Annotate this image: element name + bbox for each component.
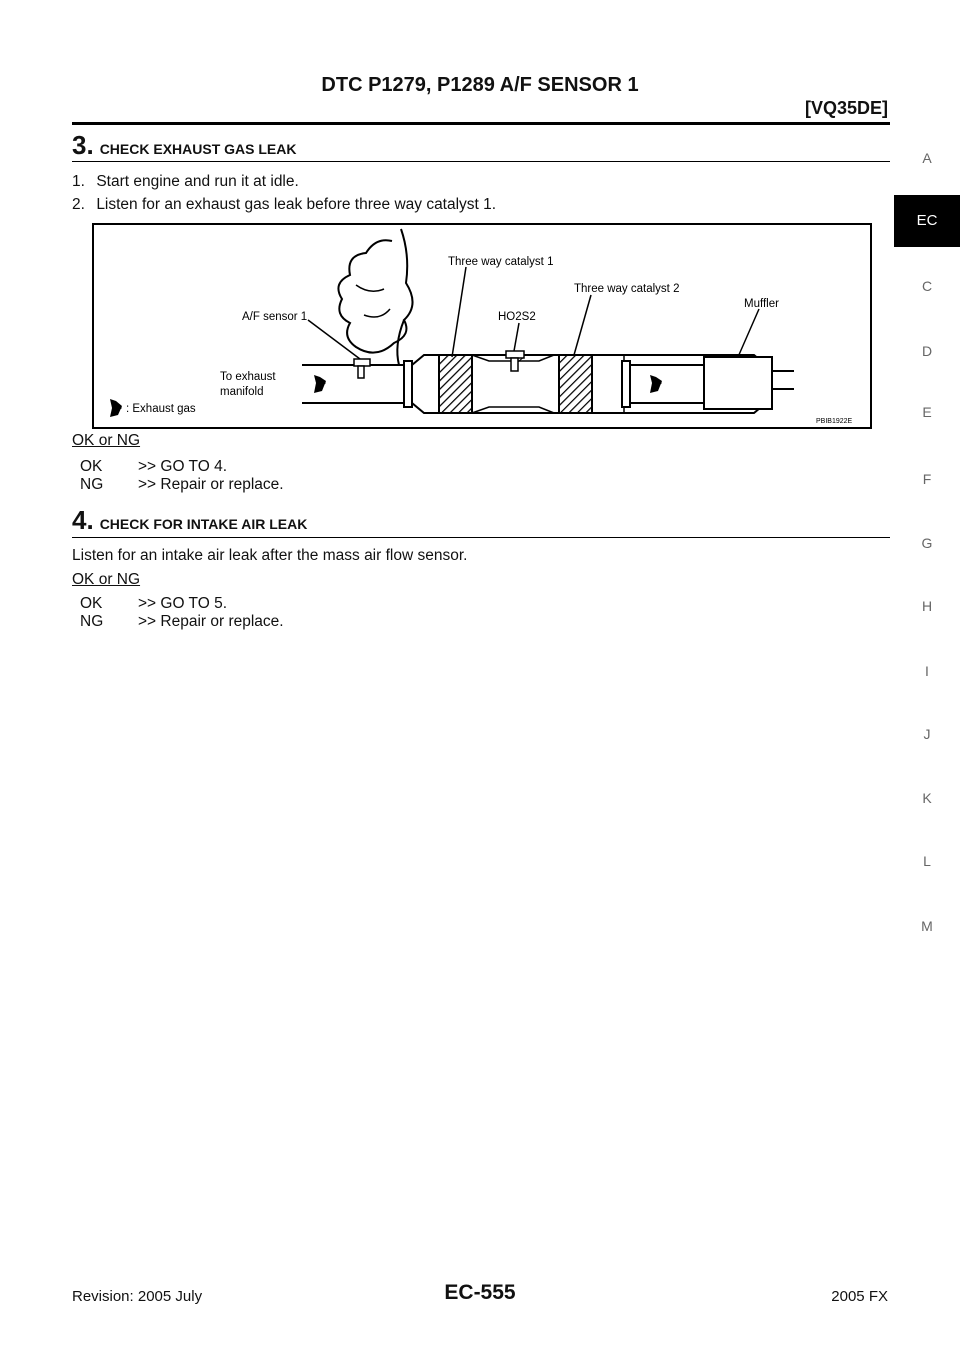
step-rule [72,537,890,538]
list-text: Start engine and run it at idle. [96,173,299,190]
result-key: NG [80,613,104,630]
page-title: DTC P1279, P1289 A/F SENSOR 1 [321,74,639,96]
step-4-text: Listen for an intake air leak after the mass air flow sensor. [72,547,468,564]
legend-exhaust-gas: : Exhaust gas [126,403,196,415]
result-key: OK [80,458,103,475]
step-4-heading [72,505,307,536]
tab-l[interactable]: L [923,853,931,869]
result-value: >> GO TO 5. [138,595,228,612]
label-af-sensor: A/F sensor 1 [242,311,308,323]
tab-g[interactable]: G [921,535,933,551]
result-row [80,595,227,613]
step-title: CHECK FOR INTAKE AIR LEAK [99,516,308,532]
page-number: EC-555 [444,1281,516,1304]
step-number: 4. [72,505,94,535]
tab-c[interactable]: C [921,278,933,294]
list-number: 2. [72,196,85,213]
exhaust-diagram [92,223,872,429]
label-to-exhaust: To exhaust [220,371,276,383]
ok-ng-heading: OK or NG [72,432,141,449]
header-rule [72,122,890,125]
tab-h[interactable]: H [921,598,933,614]
tab-a[interactable]: A [922,150,932,166]
label-twc2: Three way catalyst 2 [574,283,680,295]
label-twc1: Three way catalyst 1 [448,256,554,268]
tab-m[interactable]: M [921,918,933,934]
label-muffler: Muffler [744,298,779,310]
result-value: >> Repair or replace. [138,613,284,630]
tab-j[interactable]: J [923,726,931,742]
list-item [72,196,496,214]
tab-e[interactable]: E [922,404,932,420]
tab-ec[interactable]: EC [894,195,960,247]
tab-k[interactable]: K [922,790,932,806]
tab-i[interactable]: I [925,663,929,679]
result-value: >> Repair or replace. [138,476,284,493]
model: 2005 FX [831,1288,888,1305]
result-row [80,613,284,631]
tab-f[interactable]: F [922,471,932,487]
tab-d[interactable]: D [921,343,933,359]
result-key: NG [80,476,104,493]
list-item [72,173,299,191]
figure-code: PBIB1922E [816,418,853,425]
revision: Revision: 2005 July [72,1288,203,1305]
list-text: Listen for an exhaust gas leak before three way catalyst 1. [96,196,497,213]
engine-code: [VQ35DE] [804,98,888,118]
label-manifold: manifold [220,386,264,398]
ok-ng-heading: OK or NG [72,571,141,588]
result-value: >> GO TO 4. [138,458,228,475]
label-ho2s2: HO2S2 [498,311,536,323]
result-key: OK [80,595,103,612]
step-title: CHECK EXHAUST GAS LEAK [99,141,297,157]
result-row [80,476,284,494]
list-number: 1. [72,173,85,190]
step-rule [72,161,890,162]
result-row [80,458,227,476]
step-3-heading [72,130,296,161]
step-number: 3. [72,130,94,160]
